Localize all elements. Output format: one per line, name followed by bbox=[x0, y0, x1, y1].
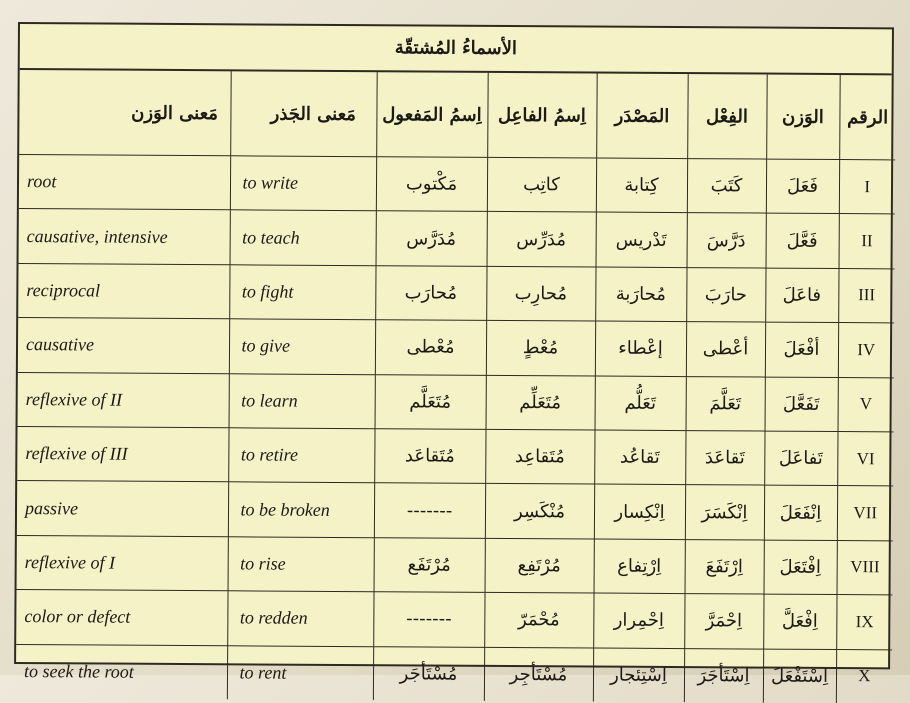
table-row bbox=[18, 372, 894, 432]
cell-active-participle: مُتَعَلِّم bbox=[486, 375, 595, 430]
cell-verb: تَقاعَدَ bbox=[685, 431, 764, 486]
table-row bbox=[16, 590, 892, 650]
cell-masdar: اِحْمِرار bbox=[593, 593, 684, 648]
cell-masdar: اِسْتِئجار bbox=[593, 648, 684, 702]
header-masdar: المَصْدَر bbox=[596, 74, 688, 159]
header-passive-participle: اِسمُ المَفعول bbox=[376, 72, 488, 157]
cell-passive-participle: مُتَقاعَد bbox=[374, 429, 485, 484]
cell-number: VI bbox=[837, 431, 893, 486]
cell-meaning-of-root: to write bbox=[230, 156, 376, 211]
table-row bbox=[17, 426, 893, 486]
header-number: الرقم bbox=[839, 75, 896, 160]
cell-number: VII bbox=[837, 486, 893, 541]
cell-meaning-of-root: to learn bbox=[229, 373, 375, 428]
cell-verb: اِحْمَرَّ bbox=[684, 594, 763, 649]
cell-active-participle: مُحارِب bbox=[486, 266, 595, 321]
cell-masdar: تَدْريس bbox=[596, 212, 687, 267]
cell-masdar: مُحارَبة bbox=[595, 267, 686, 322]
cell-number: III bbox=[838, 268, 894, 323]
cell-passive-participle: مُحارَب bbox=[375, 265, 486, 320]
cell-meaning-of-form: to seek the root bbox=[16, 644, 227, 699]
cell-active-participle: مُحْمَرّ bbox=[484, 592, 593, 647]
cell-meaning-of-form: causative bbox=[18, 318, 229, 374]
header-verb: الفِعْل bbox=[687, 74, 767, 159]
cell-meaning-of-root: to teach bbox=[230, 210, 376, 265]
cell-number: I bbox=[839, 160, 895, 215]
cell-number: II bbox=[839, 214, 895, 269]
cell-meaning-of-root: to rent bbox=[227, 645, 373, 700]
cell-active-participle: كاتِب bbox=[487, 157, 596, 212]
table-row bbox=[17, 481, 893, 541]
cell-verb: اِنْكَسَرَ bbox=[685, 485, 764, 540]
cell-meaning-of-root: to give bbox=[229, 319, 375, 374]
cell-verb: اِرْتَفَعَ bbox=[685, 539, 764, 594]
cell-masdar: اِرْتِفاع bbox=[594, 539, 685, 594]
cell-verb: حارَبَ bbox=[686, 267, 765, 322]
cell-masdar: اِنْكِسار bbox=[594, 484, 685, 539]
cell-meaning-of-root: to fight bbox=[229, 265, 375, 320]
cell-meaning-of-root: to be broken bbox=[228, 482, 374, 537]
cell-form: فاعَلَ bbox=[765, 268, 838, 323]
cell-number: X bbox=[836, 649, 892, 703]
header-meaning-of-root: مَعنى الجَذر bbox=[230, 71, 377, 156]
cell-passive-participle: مُعْطى bbox=[375, 320, 486, 375]
cell-form: اِفْتَعَلَ bbox=[764, 540, 837, 595]
cell-passive-participle: مَكْتوب bbox=[376, 157, 487, 212]
cell-verb: كَتَبَ bbox=[687, 159, 766, 214]
cell-meaning-of-root: to retire bbox=[228, 428, 374, 483]
cell-passive-participle: ------- bbox=[373, 592, 484, 647]
cell-active-participle: مُنْكَسِر bbox=[485, 484, 594, 539]
derived-nouns-table bbox=[16, 70, 896, 703]
cell-meaning-of-form: passive bbox=[17, 481, 228, 537]
cell-active-participle: مُسْتَأجِر bbox=[484, 647, 593, 702]
cell-form: فَعَلَ bbox=[766, 159, 839, 214]
table-body bbox=[16, 155, 895, 703]
table-row bbox=[19, 155, 895, 215]
cell-number: V bbox=[838, 377, 894, 432]
cell-meaning-of-form: reflexive of I bbox=[17, 535, 228, 591]
cell-form: تَفَعَّلَ bbox=[765, 377, 838, 432]
table-row bbox=[18, 318, 894, 378]
cell-passive-participle: مُتَعَلَّم bbox=[375, 374, 486, 429]
cell-number: IV bbox=[838, 323, 894, 378]
cell-active-participle: مُتَقاعِد bbox=[485, 429, 594, 484]
cell-verb: تَعَلَّمَ bbox=[686, 376, 765, 431]
cell-form: تَفاعَلَ bbox=[764, 431, 837, 486]
header-meaning-of-form: مَعنى الوَزن bbox=[19, 70, 231, 156]
cell-passive-participle: مُسْتَأجَر bbox=[373, 646, 484, 701]
cell-active-participle: مُدَرِّس bbox=[487, 212, 596, 267]
cell-verb: دَرَّسَ bbox=[687, 213, 766, 268]
cell-verb: اِسْتَأجَرَ bbox=[684, 648, 763, 702]
cell-meaning-of-root: to rise bbox=[228, 537, 374, 592]
cell-passive-participle: مُرْتَفَع bbox=[374, 537, 485, 592]
cell-verb: أعْطى bbox=[686, 322, 765, 377]
header-active-participle: اِسمُ الفاعِل bbox=[487, 73, 597, 158]
cell-meaning-of-form: color or defect bbox=[16, 590, 227, 646]
cell-form: اِنْفَعَلَ bbox=[764, 485, 837, 540]
cell-meaning-of-form: reflexive of II bbox=[18, 372, 229, 428]
cell-masdar: تَعَلُّم bbox=[595, 376, 686, 431]
cell-meaning-of-root: to redden bbox=[227, 591, 373, 646]
cell-active-participle: مُعْطٍ bbox=[486, 321, 595, 376]
cell-masdar: إعْطاء bbox=[595, 321, 686, 376]
cell-form: اِسْتَفْعَلَ bbox=[763, 649, 836, 703]
header-row bbox=[19, 70, 895, 160]
cell-meaning-of-form: reciprocal bbox=[18, 263, 229, 319]
cell-form: أفْعَلَ bbox=[765, 322, 838, 377]
table-row bbox=[19, 209, 895, 269]
table-row bbox=[16, 644, 892, 703]
cell-form: فَعَّلَ bbox=[766, 213, 839, 268]
cell-form: اِفْعَلَّ bbox=[763, 594, 836, 649]
table-row bbox=[18, 263, 894, 323]
table-title: الأسماءُ المُشتقّة bbox=[20, 24, 892, 75]
table-row bbox=[17, 535, 893, 595]
cell-active-participle: مُرْتَفِع bbox=[485, 538, 594, 593]
cell-meaning-of-form: causative, intensive bbox=[19, 209, 230, 265]
cell-meaning-of-form: root bbox=[19, 155, 230, 211]
cell-masdar: كِتابة bbox=[596, 158, 687, 213]
header-form: الوَزن bbox=[766, 75, 840, 160]
cell-passive-participle: ------- bbox=[374, 483, 485, 538]
cell-passive-participle: مُدَرَّس bbox=[376, 211, 487, 266]
cell-number: VIII bbox=[837, 540, 893, 595]
cell-meaning-of-form: reflexive of III bbox=[17, 426, 228, 482]
cell-number: IX bbox=[836, 595, 892, 650]
cell-masdar: تَقاعُد bbox=[594, 430, 685, 485]
derived-nouns-table-container bbox=[14, 22, 894, 687]
